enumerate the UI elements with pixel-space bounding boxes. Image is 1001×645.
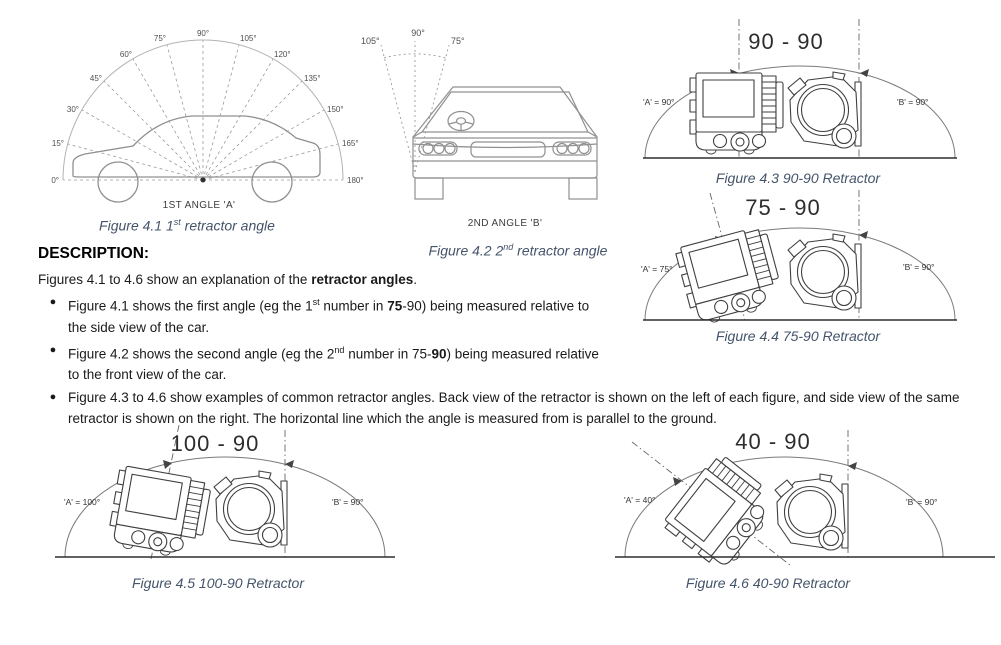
- figure-4-2: [355, 25, 625, 265]
- svg-text:165°: 165°: [342, 139, 359, 148]
- description-heading: DESCRIPTION:: [38, 245, 150, 262]
- figure-4-5: [50, 425, 400, 595]
- front-view-drawing: [355, 25, 625, 225]
- figure-4-5-caption: Figure 4.5 100-90 Retractor: [132, 575, 304, 591]
- description-bullet-2: ● Figure 4.2 shows the second angle (eg the 2nd number in 75-90) being measured relative to the front view of the car.: [38, 340, 985, 386]
- bullet-marker: ●: [49, 391, 57, 403]
- arrowhead-b: [860, 69, 869, 77]
- svg-text:90°: 90°: [196, 29, 210, 38]
- protractor-origin: [201, 178, 206, 183]
- figure-4-4-angle-a-label: 'A' = 75°: [641, 264, 673, 274]
- figure-4-1-axis-label: 1ST ANGLE 'A': [162, 200, 236, 211]
- figure-4-2-caption: Figure 4.2 2nd retractor angle: [428, 242, 608, 259]
- retractor-side-view: [214, 471, 287, 547]
- figure-4-4-title: 75 - 90: [745, 195, 821, 220]
- svg-text:60°: 60°: [119, 50, 132, 59]
- protractor-fan-lines: [63, 40, 343, 180]
- figure-4-5-title: 100 - 90: [170, 431, 260, 456]
- svg-text:75°: 75°: [153, 34, 166, 43]
- figure-4-1-caption: Figure 4.1 1st retractor angle: [99, 217, 275, 234]
- svg-text:90°: 90°: [411, 28, 425, 38]
- retractor-back-view: [106, 465, 212, 561]
- description-intro: Figures 4.1 to 4.6 show an explanation of the retractor angles.: [38, 272, 417, 287]
- protractor-tick-labels: [51, 29, 363, 185]
- svg-text:75°: 75°: [451, 36, 465, 46]
- bullet-marker: ●: [49, 343, 57, 356]
- side-view-protractor-drawing: [35, 12, 365, 204]
- figure-4-6-angle-a-label: 'A' = 40°: [624, 495, 656, 505]
- figure-4-3-title: 90 - 90: [748, 29, 824, 54]
- figure-4-4-caption: Figure 4.4 75-90 Retractor: [715, 328, 881, 344]
- car-side-outline: [73, 116, 320, 202]
- svg-text:45°: 45°: [89, 74, 102, 83]
- description-bullet-3: ● Figure 4.3 to 4.6 show examples of common retractor angles. Back view of the retractor is shown on the left of each figure, and side view of the same retractor is shown on the right. The horizontal line which the angle is measured from is parallel to the ground.: [38, 387, 985, 429]
- figure-4-4: [635, 190, 965, 348]
- front-angle-labels: [361, 28, 465, 46]
- figure-4-1: [35, 12, 365, 242]
- figure-4-6-caption: Figure 4.6 40-90 Retractor: [685, 575, 851, 591]
- figure-4-3-angle-a-label: 'A' = 90°: [643, 97, 675, 107]
- svg-text:30°: 30°: [66, 105, 79, 114]
- figure-4-5-angle-b-label: 'B' = 90°: [332, 497, 364, 507]
- figure-4-4-angle-b-label: 'B' = 90°: [903, 262, 935, 272]
- figure-4-5-angle-a-label: 'A' = 100°: [64, 497, 101, 507]
- retractor-side-view: [788, 234, 861, 310]
- figure-4-6: [610, 425, 1000, 595]
- description-bullet-1: ● Figure 4.1 shows the first angle (eg the 1st number in 75-90) being measured relative to the side view of the car.: [38, 292, 985, 338]
- svg-text:105°: 105°: [240, 34, 257, 43]
- figure-4-6-title: 40 - 90: [735, 429, 811, 454]
- svg-text:180°: 180°: [347, 176, 364, 185]
- retractor-side-view: [775, 474, 848, 550]
- svg-text:105°: 105°: [361, 36, 380, 46]
- bullet-marker: ●: [49, 296, 57, 308]
- figure-4-6-angle-b-label: 'B' = 90°: [906, 497, 938, 507]
- retractor-back-view: [661, 451, 782, 567]
- arrowhead-b: [859, 231, 868, 239]
- retractor-back-view: [675, 225, 786, 327]
- svg-text:0°: 0°: [51, 176, 59, 185]
- front-angle-fan: [381, 41, 449, 172]
- figure-4-3-caption: Figure 4.3 90-90 Retractor: [715, 170, 881, 186]
- svg-text:150°: 150°: [327, 105, 344, 114]
- figure-4-2-axis-label: 2ND ANGLE 'B': [467, 218, 543, 229]
- retractor-back-view: [690, 73, 783, 154]
- car-front-outline: [413, 87, 597, 199]
- svg-text:15°: 15°: [51, 139, 64, 148]
- figure-4-3-angle-b-label: 'B' = 90°: [897, 97, 929, 107]
- figure-4-3: [635, 15, 965, 187]
- arrowhead-b: [848, 462, 857, 470]
- svg-text:135°: 135°: [304, 74, 321, 83]
- retractor-side-view: [788, 72, 861, 148]
- svg-text:120°: 120°: [274, 50, 291, 59]
